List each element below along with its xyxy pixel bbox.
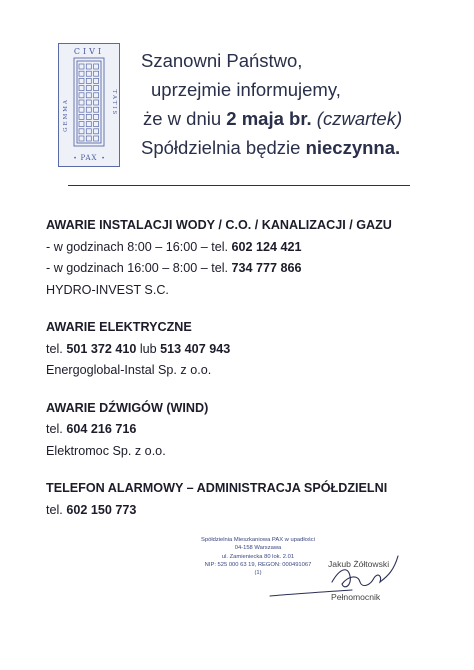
divider xyxy=(68,185,410,186)
electric-tel-prefix: tel. xyxy=(46,341,67,356)
closed-prefix: Spółdzielnia będzie xyxy=(141,137,306,158)
logo-left-text: GEMMA xyxy=(63,98,69,132)
water-day-prefix: - w godzinach 8:00 – 16:00 – tel. xyxy=(46,239,232,254)
date-bold: 2 maja br. xyxy=(226,108,312,129)
water-company: HYDRO-INVEST S.C. xyxy=(46,282,169,297)
electric-phone-1: 501 372 410 xyxy=(66,341,137,356)
water-day-phone: 602 124 421 xyxy=(231,239,302,254)
section-water-title: AWARIE INSTALACJI WODY / C.O. / KANALIZACJI / GAZU xyxy=(46,218,392,232)
water-line-night xyxy=(46,258,466,280)
alarm-phone-line xyxy=(46,500,466,522)
elevators-tel-prefix: tel. xyxy=(46,422,67,436)
alarm-phone: 602 150 773 xyxy=(66,502,137,517)
stamp-line-5: (1) xyxy=(254,570,262,577)
section-alarm xyxy=(46,478,466,521)
electric-or: lub xyxy=(136,341,161,356)
stamp-line-2: 04-158 Warszawa xyxy=(234,545,282,552)
section-elevators xyxy=(46,398,466,463)
logo-bottom-text: PAX xyxy=(80,154,98,162)
water-night-phone: 734 777 866 xyxy=(231,261,302,275)
date-weekday: (czwartek) xyxy=(316,108,403,129)
elevators-phone: 604 216 716 xyxy=(66,422,137,436)
greeting-date-line xyxy=(141,104,461,133)
water-night-prefix: - w godzinach 16:00 – 8:00 – tel. xyxy=(46,261,232,275)
logo-star-left: • xyxy=(73,156,77,162)
stamp-line-4: NIP: 525 000 63 19, REGON: 000491067 xyxy=(204,561,312,568)
water-line-day xyxy=(46,237,466,259)
closed-bold: nieczynna. xyxy=(305,137,401,158)
greeting-info: uprzejmie informujemy, xyxy=(151,79,341,100)
emergency-contacts xyxy=(46,215,466,537)
section-alarm-title: TELEFON ALARMOWY – ADMINISTRACJA SPÓŁDZIELNI xyxy=(46,481,388,495)
section-electric xyxy=(46,317,466,382)
pax-logo xyxy=(58,43,120,167)
electric-phone-2: 513 407 943 xyxy=(160,341,231,356)
greeting-salutation: Szanowni Państwo, xyxy=(141,50,303,71)
greeting xyxy=(141,46,461,162)
date-prefix: że w dniu xyxy=(143,108,227,129)
electric-phones xyxy=(46,339,466,361)
stamp-line-1: Spółdzielnia Mieszkaniowa PAX w upadłości xyxy=(201,537,315,543)
elevators-company: Elektromoc Sp. z o.o. xyxy=(46,443,166,458)
elevators-phone-line xyxy=(46,419,466,441)
logo-right-text: TATIS xyxy=(111,89,117,117)
logo-star-right: • xyxy=(101,156,105,162)
stamp-line-3: ul. Zamieniecka 80 lok. 2.01 xyxy=(221,553,295,560)
section-water xyxy=(46,215,466,301)
section-electric-title: AWARIE ELEKTRYCZNE xyxy=(46,320,192,334)
signatory-role: Pełnomocnik xyxy=(331,592,381,602)
greeting-closed-line xyxy=(141,133,461,162)
signatory-name: Jakub Żółtowski xyxy=(328,559,390,569)
electric-company: Energoglobal-Instal Sp. z o.o. xyxy=(46,363,212,377)
section-elevators-title: AWARIE DŹWIGÓW (WIND) xyxy=(46,400,209,415)
alarm-tel-prefix: tel. xyxy=(46,502,67,517)
logo-arc-text: CIVI xyxy=(73,47,105,56)
